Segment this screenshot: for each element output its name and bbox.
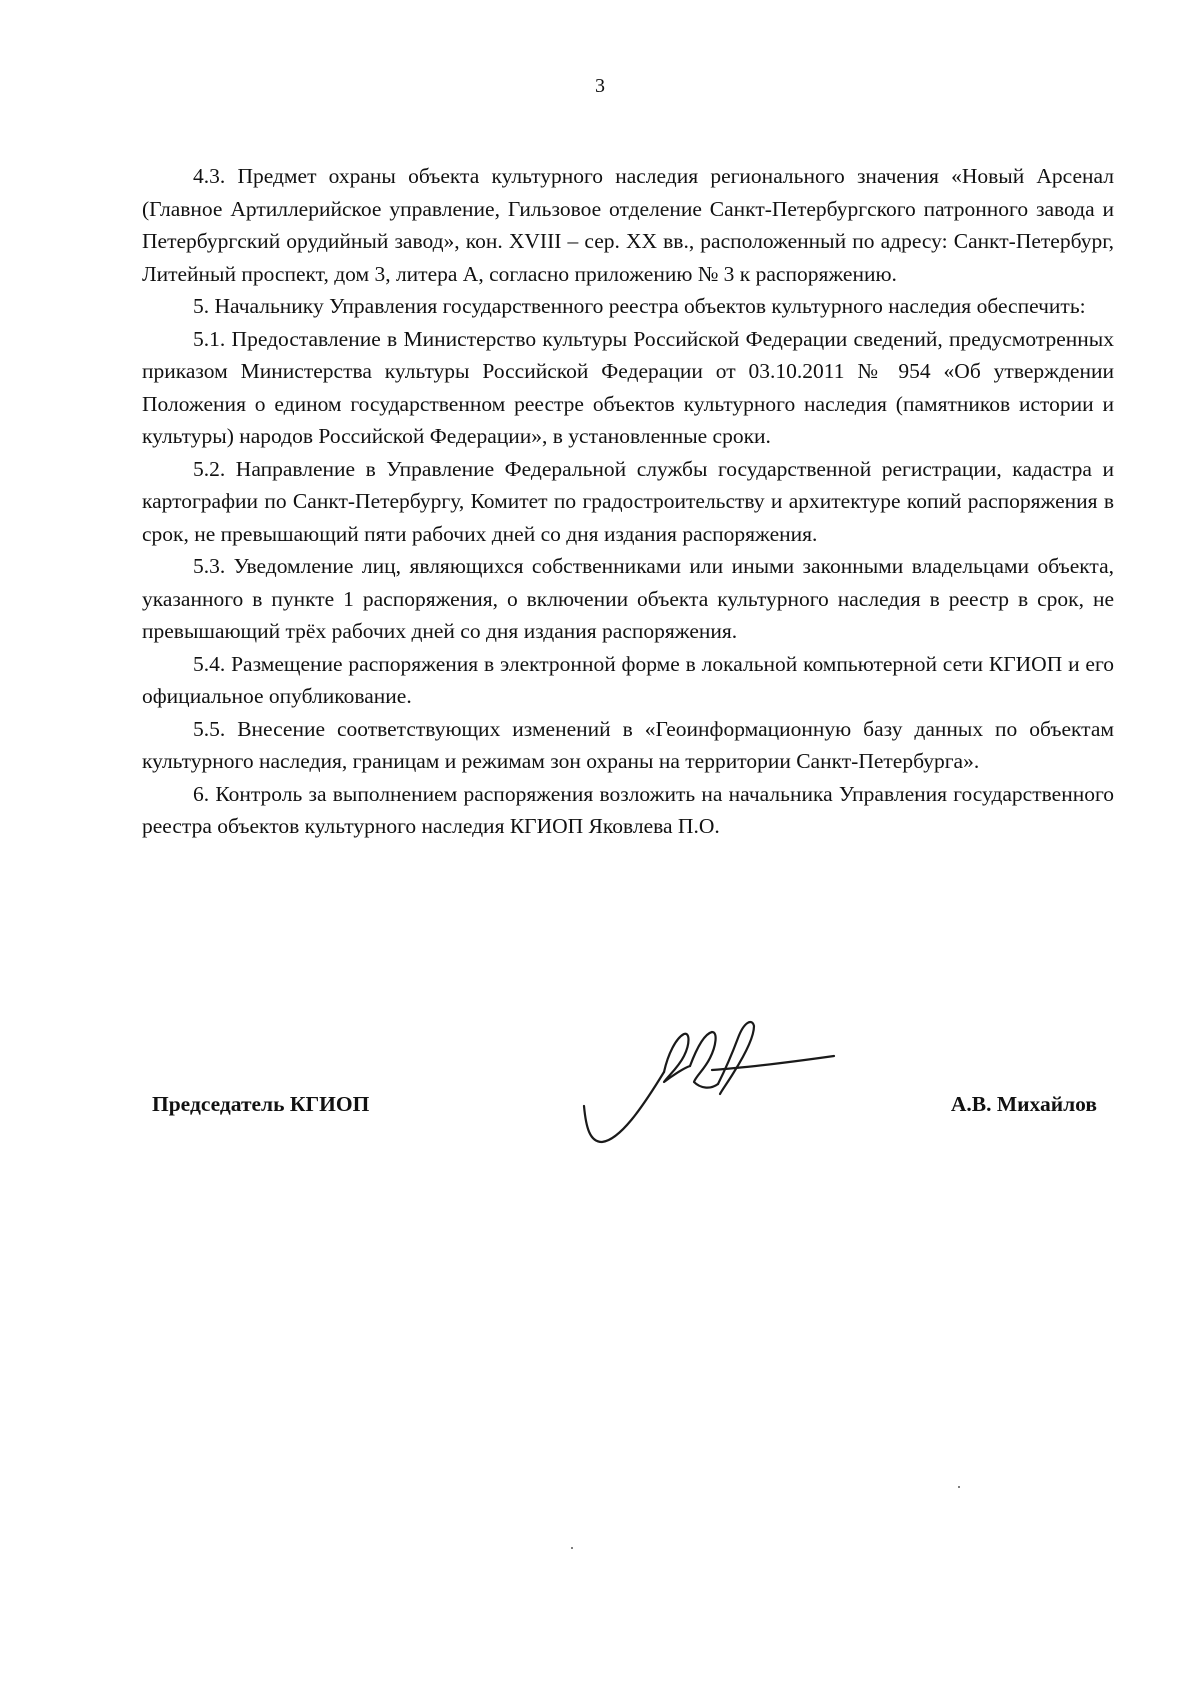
paragraph-4-3: 4.3. Предмет охраны объекта культурного наследия регионального значения «Новый Арсенал (Главное Артиллерийское управление, Гильзовое отделение Санкт-Петербургского патронного завода и Петербургский орудийный завод», кон. XVIII – сер. XX вв., расположенный по адресу: Санкт-Петербург, Литейный проспект, дом 3, литера А, согласно приложению № 3 к распоряжению. [142,164,1114,286]
paragraph-5-2: 5.2. Направление в Управление Федеральной службы государственной регистрации, кадастра и картографии по Санкт-Петербургу, Комитет по градостроительству и архитектуре копий распоряжения в срок, не превышающий пяти рабочих дней со дня издания распоряжения. [142,456,1114,546]
signer-name: А.В. Михайлов [950,1092,1097,1116]
page-number: 3 [595,75,605,97]
signer-title: Председатель КГИОП [152,1092,370,1116]
scan-speck [958,1486,960,1488]
paragraph-5-5: 5.5. Внесение соответствующих изменений в «Геоинформационную базу данных по объектам культурного наследия, границам и режимам зон охраны на территории Санкт-Петербурга». [142,716,1114,773]
paragraph-5-3: 5.3. Уведомление лиц, являющихся собственниками или иными законными владельцами объекта, указанного в пункте 1 распоряжения, о включении объекта культурного наследия в реестр в срок, не превышающий трёх рабочих дней со дня издания распоряжения. [142,554,1114,643]
handwritten-signature-icon [572,1010,842,1150]
paragraph-5-1: 5.1. Предоставление в Министерство культуры Российской Федерации сведений, предусмотренных приказом Министерства культуры Российской Федерации от 03.10.2011 № 954 «Об утверждении Положения о едином государственном реестре объектов культурного наследия (памятников истории и культуры) народов Российской Федерации», в установленные сроки. [142,326,1114,448]
paragraph-5: 5. Начальнику Управления государственного реестра объектов культурного наследия обеспечить: [193,294,1086,318]
scan-speck [571,1547,573,1549]
paragraph-6: 6. Контроль за выполнением распоряжения возложить на начальника Управления государственного реестра объектов культурного наследия КГИОП Яковлева П.О. [142,781,1114,838]
paragraph-5-4: 5.4. Размещение распоряжения в электронной форме в локальной компьютерной сети КГИОП и его официальное опубликование. [142,651,1114,708]
document-body [142,160,1114,843]
